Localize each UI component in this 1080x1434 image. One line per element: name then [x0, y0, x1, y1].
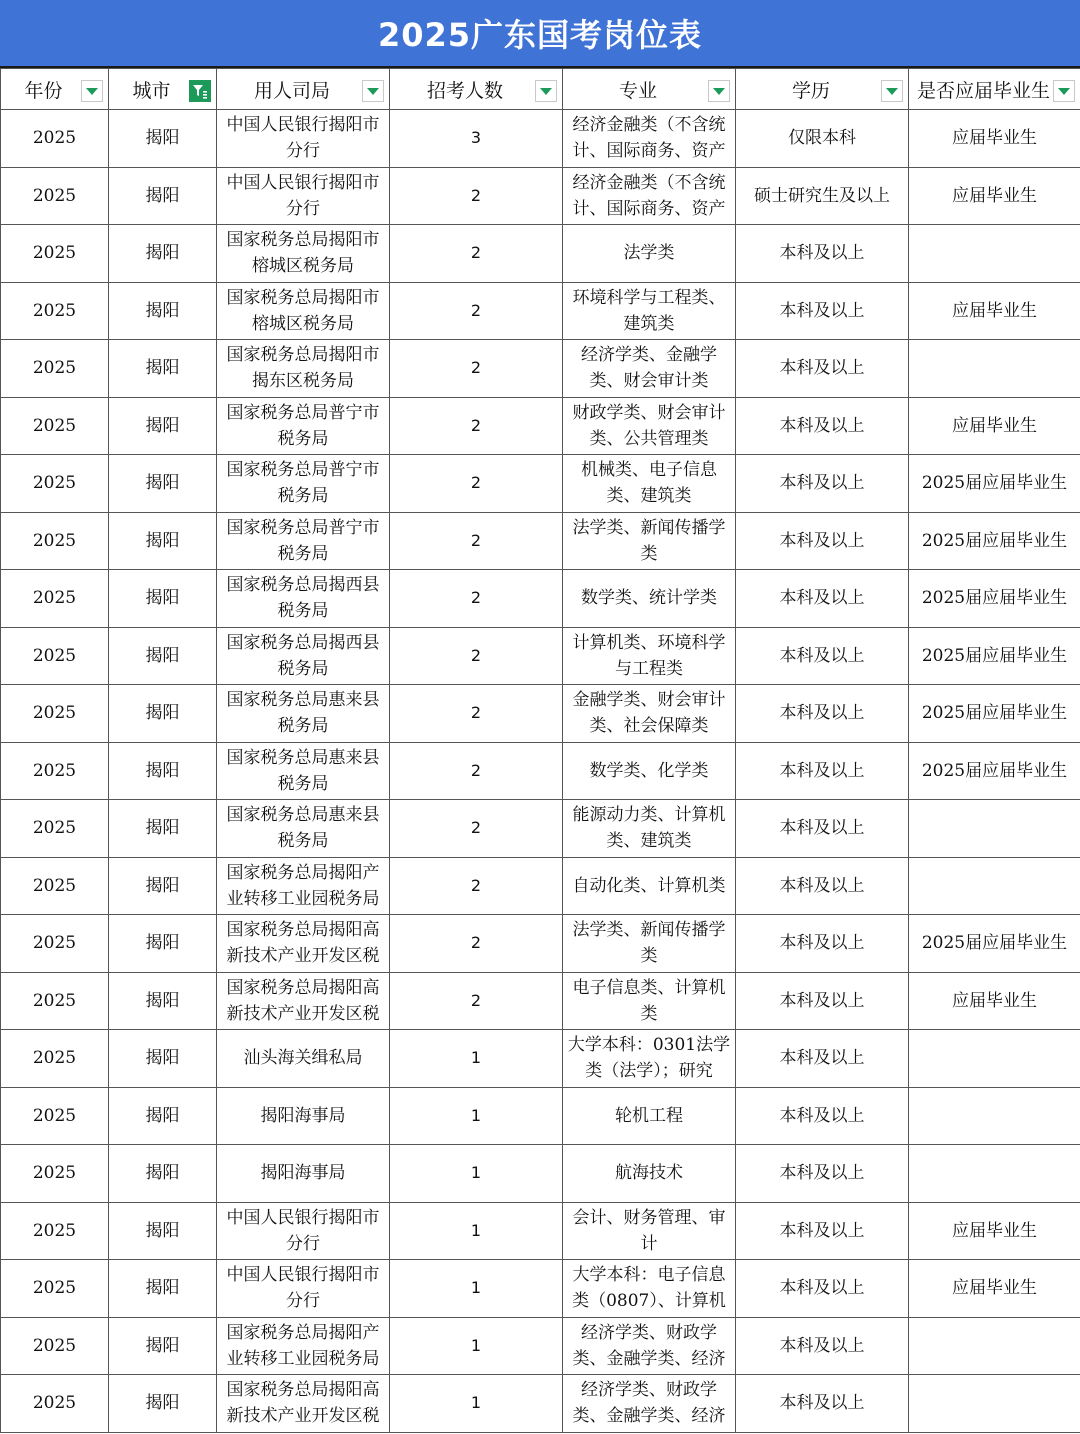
cell-education[interactable]: 本科及以上: [736, 340, 909, 398]
cell-city[interactable]: 揭阳: [109, 340, 217, 398]
cell-city[interactable]: 揭阳: [109, 800, 217, 858]
column-header-fresh-graduate: [909, 69, 1080, 110]
cell-employer[interactable]: 国家税务总局揭阳高新技术产业开发区税: [217, 915, 390, 973]
table-row[interactable]: [1, 340, 1080, 398]
cell-employer[interactable]: 中国人民银行揭阳市分行: [217, 167, 390, 225]
cell-education[interactable]: 本科及以上: [736, 1317, 909, 1375]
cell-year[interactable]: 2025: [1, 1375, 109, 1433]
cell-city[interactable]: 揭阳: [109, 627, 217, 685]
cell-year[interactable]: 2025: [1, 340, 109, 398]
cell-year[interactable]: 2025: [1, 282, 109, 340]
cell-major[interactable]: 经济学类、金融学类、财会审计类: [563, 340, 736, 398]
cell-employer[interactable]: 国家税务总局揭西县税务局: [217, 570, 390, 628]
column-header-year: [1, 69, 109, 110]
cell-headcount[interactable]: 2: [390, 397, 563, 455]
cell-education[interactable]: 本科及以上: [736, 1202, 909, 1260]
filter-dropdown-icon[interactable]: [708, 80, 730, 102]
table-row[interactable]: [1, 1317, 1080, 1375]
table-row[interactable]: [1, 1202, 1080, 1260]
cell-education[interactable]: 本科及以上: [736, 915, 909, 973]
cell-education[interactable]: 本科及以上: [736, 455, 909, 513]
column-header-label: 城市: [132, 79, 171, 102]
cell-fresh-graduate[interactable]: 2025届应届毕业生: [909, 627, 1080, 685]
cell-fresh-graduate[interactable]: [909, 1145, 1080, 1203]
cell-city[interactable]: 揭阳: [109, 1260, 217, 1318]
cell-major[interactable]: 数学类、化学类: [563, 742, 736, 800]
cell-year[interactable]: 2025: [1, 742, 109, 800]
filter-dropdown-icon[interactable]: [535, 80, 557, 102]
cell-fresh-graduate[interactable]: 应届毕业生: [909, 972, 1080, 1030]
cell-headcount[interactable]: 1: [390, 1030, 563, 1088]
cell-major[interactable]: 自动化类、计算机类: [563, 857, 736, 915]
cell-year[interactable]: 2025: [1, 1030, 109, 1088]
cell-education[interactable]: 本科及以上: [736, 1145, 909, 1203]
table-row[interactable]: [1, 512, 1080, 570]
cell-city[interactable]: 揭阳: [109, 282, 217, 340]
table-row[interactable]: [1, 1375, 1080, 1433]
cell-major[interactable]: 航海技术: [563, 1145, 736, 1203]
cell-city[interactable]: 揭阳: [109, 1202, 217, 1260]
column-header-headcount: [390, 69, 563, 110]
cell-major[interactable]: 大学本科：电子信息类（0807）、计算机: [563, 1260, 736, 1318]
cell-fresh-graduate[interactable]: 2025届应届毕业生: [909, 685, 1080, 743]
cell-major[interactable]: 能源动力类、计算机类、建筑类: [563, 800, 736, 858]
cell-headcount[interactable]: 2: [390, 282, 563, 340]
cell-major[interactable]: 经济金融类（不含统计、国际商务、资产: [563, 167, 736, 225]
cell-headcount[interactable]: 2: [390, 570, 563, 628]
cell-headcount[interactable]: 1: [390, 1375, 563, 1433]
cell-city[interactable]: 揭阳: [109, 1317, 217, 1375]
cell-fresh-graduate[interactable]: 2025届应届毕业生: [909, 455, 1080, 513]
column-header-major: [563, 69, 736, 110]
table-row[interactable]: [1, 1087, 1080, 1145]
table-row[interactable]: [1, 167, 1080, 225]
cell-headcount[interactable]: 1: [390, 1317, 563, 1375]
cell-year[interactable]: 2025: [1, 685, 109, 743]
cell-employer[interactable]: 国家税务总局揭阳市榕城区税务局: [217, 225, 390, 283]
filter-dropdown-icon[interactable]: [881, 80, 903, 102]
cell-major[interactable]: 数学类、统计学类: [563, 570, 736, 628]
table-row[interactable]: [1, 225, 1080, 283]
cell-fresh-graduate[interactable]: [909, 1317, 1080, 1375]
cell-employer[interactable]: 国家税务总局惠来县税务局: [217, 685, 390, 743]
cell-major[interactable]: 电子信息类、计算机类: [563, 972, 736, 1030]
cell-education[interactable]: 本科及以上: [736, 282, 909, 340]
cell-major[interactable]: 法学类: [563, 225, 736, 283]
table-row[interactable]: [1, 627, 1080, 685]
table-row[interactable]: [1, 685, 1080, 743]
job-table: [0, 68, 1080, 1433]
cell-education[interactable]: 本科及以上: [736, 1260, 909, 1318]
table-row[interactable]: [1, 800, 1080, 858]
cell-major[interactable]: 环境科学与工程类、建筑类: [563, 282, 736, 340]
cell-major[interactable]: 经济学类、财政学类、金融学类、经济: [563, 1317, 736, 1375]
cell-headcount[interactable]: 2: [390, 627, 563, 685]
column-header-label: 专业: [618, 79, 657, 102]
cell-year[interactable]: 2025: [1, 397, 109, 455]
cell-major[interactable]: 法学类、新闻传播学类: [563, 512, 736, 570]
cell-education[interactable]: 本科及以上: [736, 570, 909, 628]
column-header-education: [736, 69, 909, 110]
cell-year[interactable]: 2025: [1, 627, 109, 685]
cell-headcount[interactable]: 2: [390, 512, 563, 570]
cell-year[interactable]: 2025: [1, 167, 109, 225]
cell-fresh-graduate[interactable]: [909, 340, 1080, 398]
column-header-city: [109, 69, 217, 110]
cell-employer[interactable]: 中国人民银行揭阳市分行: [217, 110, 390, 168]
cell-city[interactable]: 揭阳: [109, 742, 217, 800]
cell-fresh-graduate[interactable]: [909, 1375, 1080, 1433]
table-row[interactable]: [1, 455, 1080, 513]
cell-education[interactable]: 本科及以上: [736, 972, 909, 1030]
cell-education[interactable]: 本科及以上: [736, 857, 909, 915]
cell-education[interactable]: 本科及以上: [736, 1375, 909, 1433]
cell-year[interactable]: 2025: [1, 972, 109, 1030]
cell-headcount[interactable]: 2: [390, 225, 563, 283]
cell-city[interactable]: 揭阳: [109, 972, 217, 1030]
cell-city[interactable]: 揭阳: [109, 1145, 217, 1203]
cell-fresh-graduate[interactable]: 应届毕业生: [909, 110, 1080, 168]
cell-major[interactable]: 会计、财务管理、审计: [563, 1202, 736, 1260]
cell-major[interactable]: 计算机类、环境科学与工程类: [563, 627, 736, 685]
cell-employer[interactable]: 国家税务总局普宁市税务局: [217, 455, 390, 513]
cell-fresh-graduate[interactable]: [909, 800, 1080, 858]
cell-education[interactable]: 本科及以上: [736, 800, 909, 858]
cell-employer[interactable]: 中国人民银行揭阳市分行: [217, 1260, 390, 1318]
cell-headcount[interactable]: 1: [390, 1145, 563, 1203]
cell-employer[interactable]: 国家税务总局惠来县税务局: [217, 742, 390, 800]
cell-education[interactable]: 本科及以上: [736, 685, 909, 743]
cell-city[interactable]: 揭阳: [109, 570, 217, 628]
cell-headcount[interactable]: 2: [390, 857, 563, 915]
cell-employer[interactable]: 揭阳海事局: [217, 1087, 390, 1145]
cell-headcount[interactable]: 1: [390, 1087, 563, 1145]
table-row[interactable]: [1, 1260, 1080, 1318]
cell-employer[interactable]: 国家税务总局揭阳市揭东区税务局: [217, 340, 390, 398]
cell-employer[interactable]: 国家税务总局揭阳高新技术产业开发区税: [217, 1375, 390, 1433]
cell-fresh-graduate[interactable]: [909, 857, 1080, 915]
cell-headcount[interactable]: 2: [390, 455, 563, 513]
column-header-label: 年份: [24, 79, 63, 102]
cell-year[interactable]: 2025: [1, 1145, 109, 1203]
cell-year[interactable]: 2025: [1, 915, 109, 973]
cell-major[interactable]: 金融学类、财会审计类、社会保障类: [563, 685, 736, 743]
cell-employer[interactable]: 国家税务总局揭阳高新技术产业开发区税: [217, 972, 390, 1030]
cell-city[interactable]: 揭阳: [109, 397, 217, 455]
cell-employer[interactable]: 汕头海关缉私局: [217, 1030, 390, 1088]
cell-city[interactable]: 揭阳: [109, 225, 217, 283]
cell-fresh-graduate[interactable]: 应届毕业生: [909, 1202, 1080, 1260]
cell-year[interactable]: 2025: [1, 1087, 109, 1145]
cell-year[interactable]: 2025: [1, 857, 109, 915]
cell-education[interactable]: 本科及以上: [736, 397, 909, 455]
table-row[interactable]: [1, 857, 1080, 915]
cell-city[interactable]: 揭阳: [109, 110, 217, 168]
cell-headcount[interactable]: 2: [390, 685, 563, 743]
cell-employer[interactable]: 国家税务总局揭阳产业转移工业园税务局: [217, 1317, 390, 1375]
cell-employer[interactable]: 国家税务总局普宁市税务局: [217, 512, 390, 570]
cell-education[interactable]: 本科及以上: [736, 512, 909, 570]
cell-employer[interactable]: 国家税务总局惠来县税务局: [217, 800, 390, 858]
cell-employer[interactable]: 国家税务总局揭阳市榕城区税务局: [217, 282, 390, 340]
filter-applied-icon[interactable]: [189, 80, 211, 102]
cell-fresh-graduate[interactable]: 2025届应届毕业生: [909, 512, 1080, 570]
cell-city[interactable]: 揭阳: [109, 1030, 217, 1088]
cell-major[interactable]: 法学类、新闻传播学类: [563, 915, 736, 973]
cell-year[interactable]: 2025: [1, 800, 109, 858]
column-header-employer: [217, 69, 390, 110]
cell-headcount[interactable]: 2: [390, 972, 563, 1030]
cell-fresh-graduate[interactable]: [909, 1087, 1080, 1145]
header-row: [1, 69, 1080, 110]
cell-fresh-graduate[interactable]: 应届毕业生: [909, 282, 1080, 340]
cell-headcount[interactable]: 2: [390, 915, 563, 973]
cell-year[interactable]: 2025: [1, 570, 109, 628]
cell-employer[interactable]: 揭阳海事局: [217, 1145, 390, 1203]
cell-fresh-graduate[interactable]: [909, 1030, 1080, 1088]
cell-city[interactable]: 揭阳: [109, 915, 217, 973]
filter-dropdown-icon[interactable]: [362, 80, 384, 102]
cell-major[interactable]: 轮机工程: [563, 1087, 736, 1145]
table-row[interactable]: [1, 282, 1080, 340]
cell-year[interactable]: 2025: [1, 512, 109, 570]
cell-employer[interactable]: 国家税务总局揭西县税务局: [217, 627, 390, 685]
cell-major[interactable]: 财政学类、财会审计类、公共管理类: [563, 397, 736, 455]
table-row[interactable]: [1, 570, 1080, 628]
cell-employer[interactable]: 中国人民银行揭阳市分行: [217, 1202, 390, 1260]
filter-dropdown-icon[interactable]: [81, 80, 103, 102]
table-body: [1, 110, 1080, 1433]
cell-year[interactable]: 2025: [1, 1202, 109, 1260]
cell-fresh-graduate[interactable]: [909, 225, 1080, 283]
cell-fresh-graduate[interactable]: 2025届应届毕业生: [909, 915, 1080, 973]
cell-headcount[interactable]: 2: [390, 800, 563, 858]
cell-fresh-graduate[interactable]: 应届毕业生: [909, 167, 1080, 225]
cell-headcount[interactable]: 2: [390, 742, 563, 800]
cell-year[interactable]: 2025: [1, 1317, 109, 1375]
table-row[interactable]: [1, 110, 1080, 168]
column-header-label: 是否应届毕业生: [916, 79, 1050, 102]
cell-headcount[interactable]: 1: [390, 1260, 563, 1318]
cell-city[interactable]: 揭阳: [109, 685, 217, 743]
cell-education[interactable]: 仅限本科: [736, 110, 909, 168]
cell-fresh-graduate[interactable]: 2025届应届毕业生: [909, 742, 1080, 800]
cell-major[interactable]: 经济金融类（不含统计、国际商务、资产: [563, 110, 736, 168]
cell-education[interactable]: 本科及以上: [736, 225, 909, 283]
cell-major[interactable]: 机械类、电子信息类、建筑类: [563, 455, 736, 513]
cell-fresh-graduate[interactable]: 2025届应届毕业生: [909, 570, 1080, 628]
table-row[interactable]: [1, 742, 1080, 800]
cell-city[interactable]: 揭阳: [109, 1087, 217, 1145]
column-header-label: 招考人数: [426, 79, 503, 102]
cell-year[interactable]: 2025: [1, 225, 109, 283]
cell-fresh-graduate[interactable]: 应届毕业生: [909, 397, 1080, 455]
cell-year[interactable]: 2025: [1, 455, 109, 513]
cell-education[interactable]: 本科及以上: [736, 742, 909, 800]
cell-city[interactable]: 揭阳: [109, 857, 217, 915]
column-header-label: 用人司局: [253, 79, 330, 102]
sheet-title: 2025广东国考岗位表: [0, 0, 1080, 68]
cell-year[interactable]: 2025: [1, 110, 109, 168]
table-row[interactable]: [1, 915, 1080, 973]
table-row[interactable]: [1, 397, 1080, 455]
cell-employer[interactable]: 国家税务总局普宁市税务局: [217, 397, 390, 455]
table-row[interactable]: [1, 1145, 1080, 1203]
cell-year[interactable]: 2025: [1, 1260, 109, 1318]
cell-city[interactable]: 揭阳: [109, 512, 217, 570]
cell-education[interactable]: 硕士研究生及以上: [736, 167, 909, 225]
cell-city[interactable]: 揭阳: [109, 455, 217, 513]
table-row[interactable]: [1, 972, 1080, 1030]
cell-city[interactable]: 揭阳: [109, 167, 217, 225]
filter-dropdown-icon[interactable]: [1053, 80, 1075, 102]
cell-fresh-graduate[interactable]: 应届毕业生: [909, 1260, 1080, 1318]
cell-headcount[interactable]: 1: [390, 1202, 563, 1260]
cell-headcount[interactable]: 2: [390, 340, 563, 398]
cell-education[interactable]: 本科及以上: [736, 1030, 909, 1088]
column-header-label: 学历: [791, 79, 830, 102]
cell-education[interactable]: 本科及以上: [736, 627, 909, 685]
cell-major[interactable]: 大学本科：0301法学类（法学）；研究: [563, 1030, 736, 1088]
cell-headcount[interactable]: 2: [390, 167, 563, 225]
table-row[interactable]: [1, 1030, 1080, 1088]
cell-major[interactable]: 经济学类、财政学类、金融学类、经济: [563, 1375, 736, 1433]
cell-education[interactable]: 本科及以上: [736, 1087, 909, 1145]
cell-headcount[interactable]: 3: [390, 110, 563, 168]
cell-employer[interactable]: 国家税务总局揭阳产业转移工业园税务局: [217, 857, 390, 915]
cell-city[interactable]: 揭阳: [109, 1375, 217, 1433]
